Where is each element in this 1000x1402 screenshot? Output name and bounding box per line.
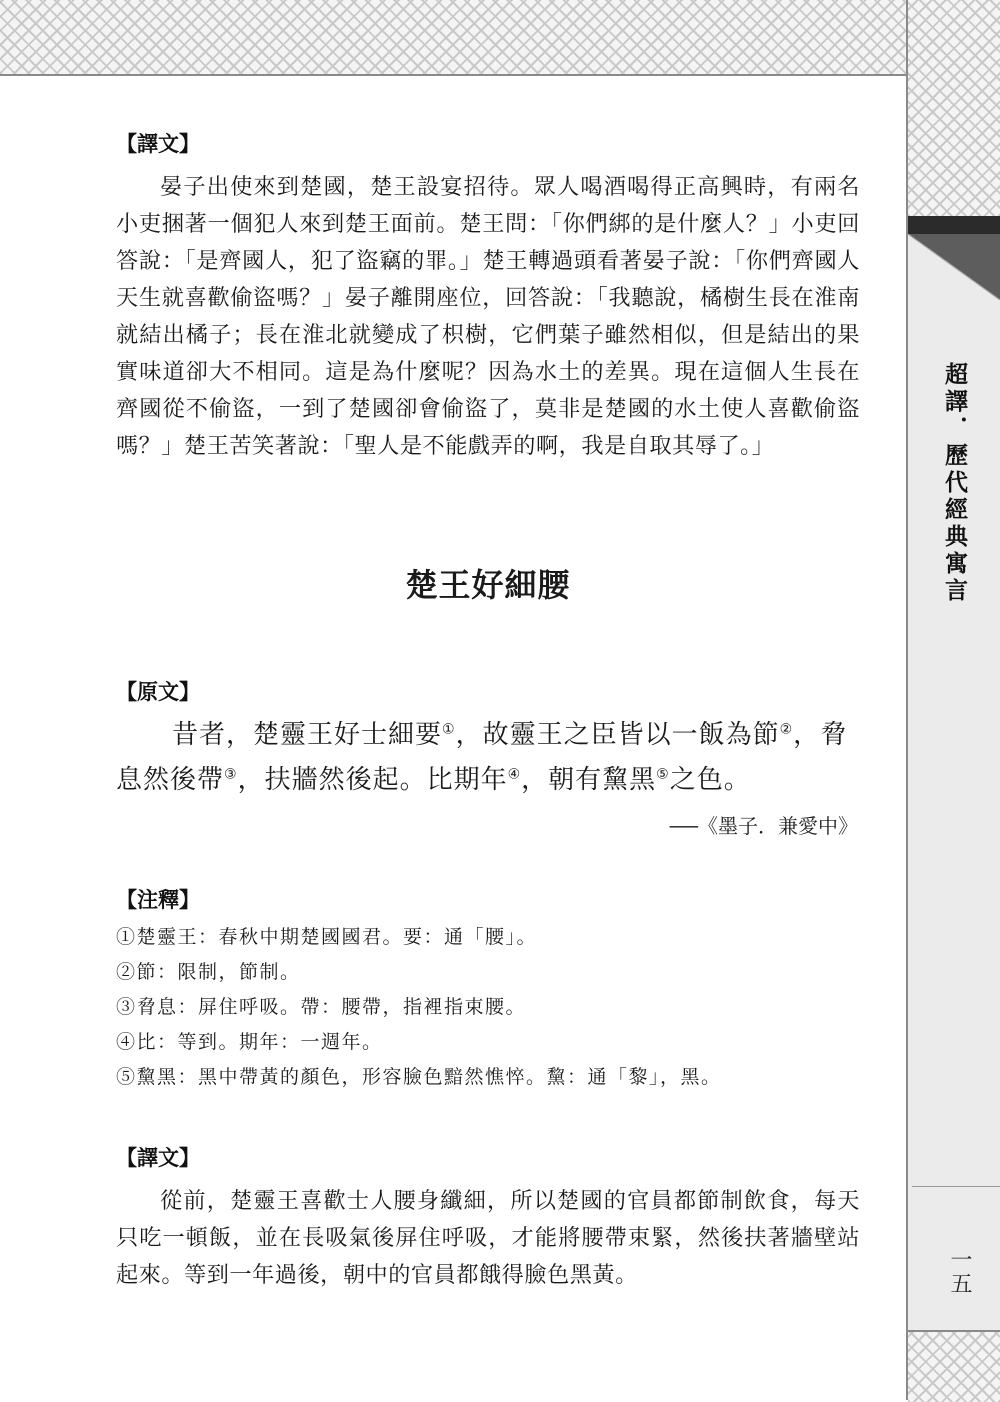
note-item: ①楚靈王：春秋中期楚國國君。要：通「腰」。: [116, 926, 538, 948]
right-top-pattern: [908, 0, 1000, 216]
note-marker: ⑤: [656, 767, 670, 783]
right-margin-frame: [906, 0, 1000, 1400]
translation-heading: 【譯文】: [116, 1147, 200, 1170]
original-part: ，脅息然後帶: [116, 720, 848, 794]
original-part: ，朝有黧黑: [521, 765, 657, 794]
note-item: ④比：等到。期年：一週年。: [116, 1031, 383, 1053]
notes-section: [116, 884, 860, 1095]
fable-title: 楚王好細腰: [405, 566, 571, 604]
original-text: [116, 712, 860, 802]
translation-text: 從前，楚靈王喜歡士人腰身纖細，所以楚國的官員都節制飲食，每天只吃一頓飯，並在長吸氣後屏住呼吸，才能將腰帶束緊，然後扶著牆壁站起來。等到一年過後，朝中的官員都餓得臉色黑黃。: [116, 1188, 860, 1287]
original-part: 之色。: [669, 765, 751, 794]
original-part: 昔者，楚靈王好士細要: [172, 720, 443, 749]
note-item: ②節：限制，節制。: [116, 961, 301, 983]
translation-section-2: [116, 1142, 860, 1293]
translation-section-1: [116, 128, 860, 464]
original-part: ，故靈王之臣皆以一飯為節: [455, 720, 780, 749]
top-pattern-border: [0, 0, 906, 76]
book-title-vertical: 超譯．歷代經典寓言: [941, 362, 968, 605]
note-item: ⑤黧黑：黑中帶黃的顏色，形容臉色黯然憔悴。黧：通「黎」，黑。: [116, 1066, 722, 1088]
right-bottom-pattern: [908, 1330, 1000, 1402]
note-marker: ④: [507, 767, 522, 783]
side-divider: [912, 1186, 1000, 1187]
notes-list: [116, 920, 860, 1095]
source-citation: ──《墨子．兼愛中》: [669, 816, 858, 838]
original-section: [116, 676, 860, 839]
original-heading: 【原文】: [116, 681, 200, 704]
page-number: 一五: [947, 1248, 972, 1296]
translation-text: 晏子出使來到楚國，楚王設宴招待。眾人喝酒喝得正高興時，有兩名小吏捆著一個犯人來到楚王面前。楚王問：「你們綁的是什麼人？」小吏回答說：「是齊國人，犯了盜竊的罪。」楚王轉過頭看著晏子說：「你們齊國人天生就喜歡偷盜嗎？」晏子離開座位，回答說：「我聽說，橘樹生長在淮南就結出橘子；長在淮北就變成了枳樹，它們葉子雖然相似，但是結出的果實味道卻大不相同。這是為什麼呢？因為水土的差異。現在這個人生長在齊國從不偷盜，一到了楚國卻會偷盜了，莫非是楚國的水土使人喜歡偷盜嗎？」楚王苦笑著說：「聖人是不能戲弄的啊，我是自取其辱了。」: [116, 174, 860, 458]
original-part: ，扶牆然後起。比期年: [237, 765, 508, 794]
note-item: ③脅息：屏住呼吸。帶：腰帶，指裡指束腰。: [116, 996, 527, 1018]
translation-heading: 【譯文】: [116, 133, 200, 156]
note-marker: ①: [442, 722, 456, 738]
note-marker: ③: [224, 767, 238, 783]
right-diagonal-accent: [908, 234, 1000, 300]
notes-heading: 【注釋】: [116, 889, 200, 912]
right-dark-bar: [908, 216, 1000, 234]
note-marker: ②: [779, 722, 794, 738]
